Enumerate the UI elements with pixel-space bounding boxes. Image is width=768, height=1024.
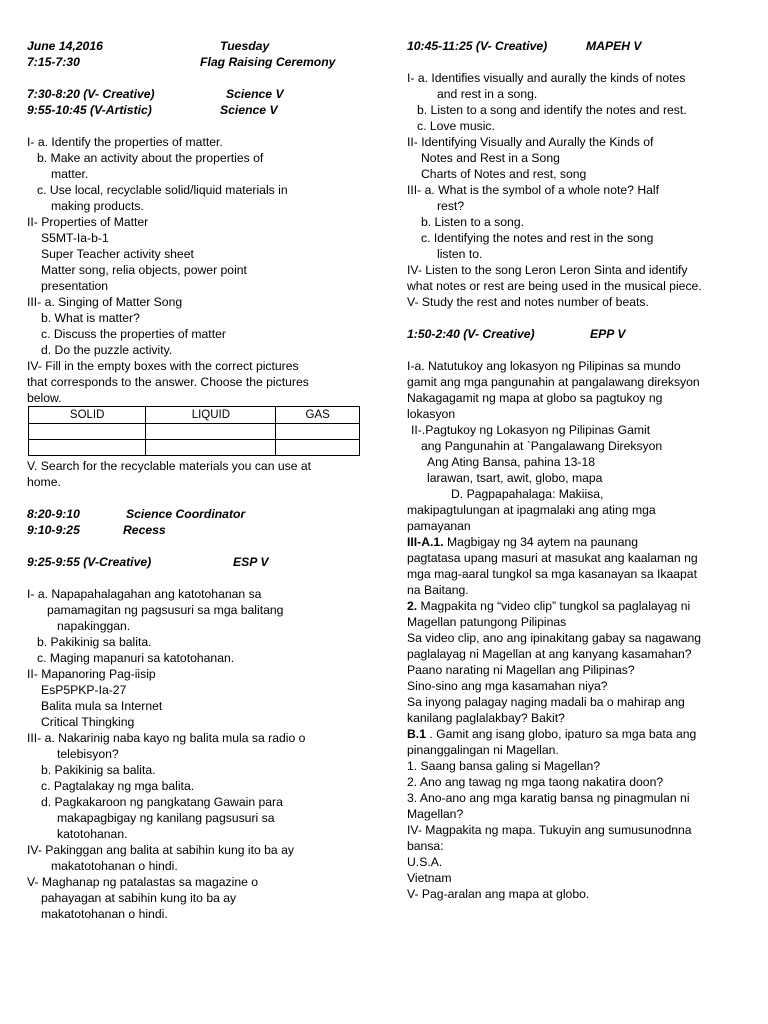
item-text: Magpakita ng “video clip” tungkol sa paglalayag ni — [417, 599, 691, 613]
item-label: 2. — [407, 599, 418, 613]
text-line: rest? — [437, 199, 465, 213]
text-line: b. Listen to a song. — [421, 215, 524, 229]
text-line: V. Search for the recyclable materials you can use at — [27, 459, 312, 473]
text-line: b. What is matter? — [41, 311, 140, 325]
subject: ESP V — [233, 555, 269, 569]
schedule-row — [27, 554, 377, 570]
text-line: D. Pagpapahalaga: Makiisa, — [451, 487, 604, 501]
text-line: EsP5PKP-Ia-27 — [41, 683, 127, 697]
schedule: 1:50-2:40 (V- Creative) — [407, 327, 535, 341]
text-line: Super Teacher activity sheet — [41, 247, 194, 261]
text-line: katotohanan. — [57, 827, 128, 841]
left-column — [27, 38, 377, 922]
schedule-row — [407, 38, 747, 54]
text-line: mga mag-aaral tungkol sa mga kasanayan sa Ikaapat — [407, 567, 697, 581]
text-line: c. Use local, recyclable solid/liquid materials in — [37, 183, 288, 197]
subject: EPP V — [590, 327, 626, 341]
mapeh-lesson-plan — [407, 70, 747, 310]
text-line: III- a. What is the symbol of a whole note? Half — [407, 183, 659, 197]
text-line: III- a. Nakarinig naba kayo ng balita mula sa radio o — [27, 731, 306, 745]
time: 8:20-9:10 — [27, 507, 80, 521]
text-line: b. Listen to a song and identify the notes and rest. — [417, 103, 687, 117]
text-line: V- Study the rest and notes number of beats. — [407, 295, 649, 309]
text-line: telebisyon? — [57, 747, 119, 761]
event: Science Coordinator — [126, 507, 246, 521]
text-line: lokasyon — [407, 407, 456, 421]
item-label: B.1 — [407, 727, 426, 741]
time: 7:15-7:30 — [27, 55, 80, 69]
states-of-matter-table — [28, 406, 360, 456]
text-line: I- a. Identify the properties of matter. — [27, 135, 223, 149]
text-line: presentation — [41, 279, 109, 293]
table-row — [29, 424, 360, 440]
text-line: that corresponds to the answer. Choose the pictures — [27, 375, 309, 389]
text-line: IV- Listen to the song Leron Leron Sinta and identify — [407, 263, 688, 277]
schedule-row — [27, 506, 377, 522]
text-line: II- Mapanoring Pag-iisip — [27, 667, 156, 681]
schedule: 7:30-8:20 (V- Creative) — [27, 87, 155, 101]
text-line: II- Properties of Matter — [27, 215, 149, 229]
text-line: kanilang paglalakbay? Bakit? — [407, 711, 565, 725]
table-row — [29, 440, 360, 456]
text-line: Critical Thingking — [41, 715, 135, 729]
schedule: 10:45-11:25 (V- Creative) — [407, 39, 548, 53]
text-line: pamayanan — [407, 519, 471, 533]
text-line: b. Pakikinig sa balita. — [37, 635, 152, 649]
text-line: and rest in a song. — [437, 87, 538, 101]
schedule-row — [407, 326, 747, 342]
text-line: IV- Fill in the empty boxes with the correct pictures — [27, 359, 299, 373]
text-line: larawan, tsart, awit, globo, mapa — [427, 471, 603, 485]
text-line: Balita mula sa Internet — [41, 699, 163, 713]
date: June 14,2016 — [27, 39, 103, 53]
flag-ceremony-row — [27, 54, 377, 70]
text-line: IV- Pakinggan ang balita at sabihin kung ito ba ay — [27, 843, 294, 857]
text-line: 3. Ano-ano ang mga karatig bansa ng pinagmulan ni — [407, 791, 690, 805]
right-column — [407, 38, 747, 902]
text-line: making products. — [51, 199, 144, 213]
text-line: III- a. Singing of Matter Song — [27, 295, 183, 309]
event: Recess — [123, 523, 166, 537]
esp-lesson-plan — [27, 586, 377, 922]
text-line: home. — [27, 475, 61, 489]
subject: Science V — [226, 87, 284, 101]
text-line: c. Maging mapanuri sa katotohanan. — [37, 651, 235, 665]
text-line: Notes and Rest in a Song — [421, 151, 560, 165]
text-line: Vietnam — [407, 871, 452, 885]
day: Tuesday — [220, 39, 270, 53]
table-header-gas: GAS — [276, 407, 360, 424]
text-line: napakinggan. — [57, 619, 131, 633]
text-line: II-.Pagtukoy ng Lokasyon ng Pilipinas Gamit — [411, 423, 651, 437]
subject: MAPEH V — [586, 39, 642, 53]
text-line: bansa: — [407, 839, 444, 853]
text-line: matter. — [51, 167, 89, 181]
text-line: makatotohanan o hindi. — [41, 907, 168, 921]
schedule-row — [27, 522, 377, 538]
schedule: 9:25-9:55 (V-Creative) — [27, 555, 152, 569]
text-line: Sa inyong palagay naging madali ba o mahirap ang — [407, 695, 685, 709]
text-line — [407, 598, 747, 614]
text-line: Sino-sino ang mga kasamahan niya? — [407, 679, 608, 693]
text-line: Nakagagamit ng mapa at globo sa pagtukoy ng — [407, 391, 663, 405]
text-line: I- a. Identifies visually and aurally the kinds of notes — [407, 71, 686, 85]
text-line: listen to. — [437, 247, 483, 261]
text-line: Ang Ating Bansa, pahina 13-18 — [427, 455, 596, 469]
text-line: makipagtulungan at ipagmalaki ang ating mga — [407, 503, 656, 517]
text-line: Paano narating ni Magellan ang Pilipinas? — [407, 663, 635, 677]
text-line: Sa video clip, ano ang ipinakitang gabay sa nagawang — [407, 631, 702, 645]
schedule: 9:55-10:45 (V-Artistic) — [27, 103, 152, 117]
text-line: ang Pangunahin at `Pangalawang Direksyon — [421, 439, 663, 453]
text-line: Charts of Notes and rest, song — [421, 167, 587, 181]
text-line: c. Identifying the notes and rest in the song — [421, 231, 654, 245]
text-line: b. Make an activity about the properties of — [37, 151, 264, 165]
text-line: pagtatasa upang masuri at masukat ang kaalaman ng — [407, 551, 698, 565]
text-line: what notes or rest are being used in the musical piece. — [407, 279, 702, 293]
time: 9:10-9:25 — [27, 523, 80, 537]
text-line: pamamagitan ng pagsusuri sa mga balitang — [47, 603, 284, 617]
text-line: 1. Saang bansa galing si Magellan? — [407, 759, 601, 773]
event: Flag Raising Ceremony — [200, 55, 336, 69]
text-line: makatotohanan o hindi. — [51, 859, 178, 873]
text-line: below. — [27, 391, 62, 405]
text-line: 2. Ano ang tawag ng mga taong nakatira doon? — [407, 775, 664, 789]
text-line: V- Maghanap ng patalastas sa magazine o — [27, 875, 259, 889]
text-line: d. Pagkakaroon ng pangkatang Gawain para — [41, 795, 283, 809]
table-header-liquid: LIQUID — [146, 407, 276, 424]
item-text: . Gamit ang isang globo, ipaturo sa mga bata ang — [425, 727, 697, 741]
text-line: V- Pag-aralan ang mapa at globo. — [407, 887, 590, 901]
text-line: pinanggalingan ni Magellan. — [407, 743, 559, 757]
science-lesson-plan — [27, 134, 377, 406]
text-line: c. Discuss the properties of matter — [41, 327, 226, 341]
text-line: U.S.A. — [407, 855, 443, 869]
text-line: c. Pagtalakay ng mga balita. — [41, 779, 195, 793]
text-line: makapagbigay ng kanilang pagsusuri sa — [57, 811, 275, 825]
text-line: b. Pakikinig sa balita. — [41, 763, 156, 777]
text-line: d. Do the puzzle activity. — [41, 343, 173, 357]
text-line — [407, 726, 747, 742]
table-header-solid: SOLID — [29, 407, 146, 424]
text-line: I- a. Napapahalagahan ang katotohanan sa — [27, 587, 262, 601]
text-line: II- Identifying Visually and Aurally the Kinds of — [407, 135, 654, 149]
text-line — [407, 534, 747, 550]
schedule-row — [27, 102, 377, 118]
date-header — [27, 38, 377, 54]
text-line: paglalayag ni Magellan at ang kanyang kasamahan? — [407, 647, 692, 661]
text-line: I-a. Natutukoy ang lokasyon ng Pilipinas sa mundo — [407, 359, 681, 373]
schedule-row — [27, 86, 377, 102]
text-line: Magellan? — [407, 807, 464, 821]
text-line: IV- Magpakita ng mapa. Tukuyin ang sumusunodnna — [407, 823, 692, 837]
item-text: Magbigay ng 34 aytem na paunang — [443, 535, 639, 549]
subject: Science V — [220, 103, 278, 117]
text-line: Matter song, relia objects, power point — [41, 263, 247, 277]
text-line: na Baitang. — [407, 583, 469, 597]
text-line: gamit ang mga pangunahin at pangalawang direksyon — [407, 375, 700, 389]
text-line: Magellan patungong Pilipinas — [407, 615, 567, 629]
text-line: c. Love music. — [417, 119, 495, 133]
item-label: III-A.1. — [407, 535, 444, 549]
epp-lesson-plan — [407, 358, 747, 902]
text-line: S5MT-Ia-b-1 — [41, 231, 109, 245]
text-line: pahayagan at sabihin kung ito ba ay — [41, 891, 237, 905]
